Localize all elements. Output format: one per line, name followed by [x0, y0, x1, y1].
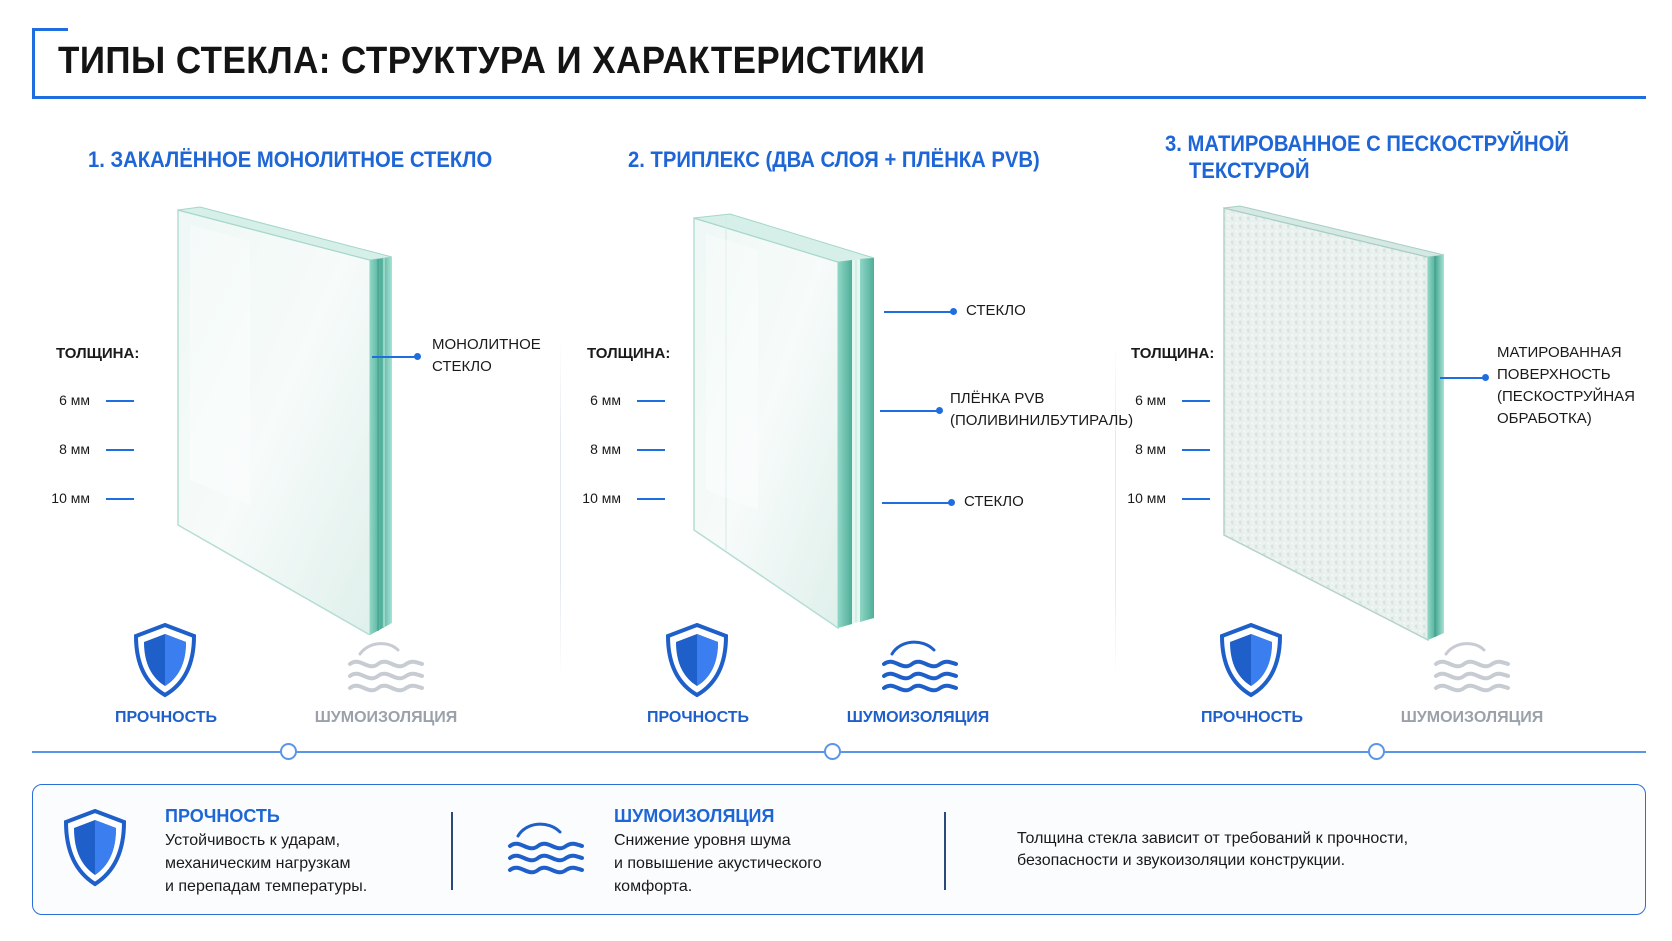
info-strength-title: ПРОЧНОСТЬ — [165, 806, 280, 826]
section-title-tempered: 1. ЗАКАЛЁННОЕ МОНОЛИТНОЕ СТЕКЛО — [88, 147, 493, 172]
frosted-glass-pane — [1218, 205, 1458, 645]
callout-line — [882, 502, 952, 504]
callout-dot — [948, 499, 955, 506]
info-divider — [944, 812, 946, 890]
timeline-node — [824, 743, 841, 760]
feature-strength-label: ПРОЧНОСТЬ — [646, 709, 750, 726]
section-title-triplex: 2. ТРИПЛЕКС (ДВА СЛОЯ + ПЛЁНКА PVB) — [628, 147, 1040, 172]
shield-icon — [1218, 622, 1284, 698]
thickness-6mm: 6 мм — [590, 392, 621, 408]
callout-line — [880, 410, 940, 412]
info-sound-text: Снижение уровня шума и повышение акустического комфорта. — [614, 832, 822, 895]
feature-strength-label: ПРОЧНОСТЬ — [1200, 709, 1304, 726]
thickness-8mm: 8 мм — [590, 441, 621, 457]
tempered-glass-pane — [170, 205, 400, 635]
callout-glass-top: СТЕКЛО — [966, 302, 1026, 319]
info-sound-title: ШУМОИЗОЛЯЦИЯ — [614, 806, 775, 826]
info-strength-text: Устойчивость к ударам, механическим нагрузкам и перепадам температуры. — [165, 832, 368, 895]
callout-dot — [936, 407, 943, 414]
thickness-10mm: 10 мм — [582, 490, 621, 506]
section-title-frosted-line1: 3. МАТИРОВАННОЕ С ПЕСКОСТРУЙНОЙ — [1165, 131, 1569, 156]
thickness-tick — [106, 498, 134, 500]
thickness-label: ТОЛЩИНА: — [587, 345, 671, 362]
column-divider — [560, 340, 561, 680]
thickness-tick — [1182, 400, 1210, 402]
callout-line — [372, 356, 418, 358]
callout-line — [1440, 377, 1486, 379]
thickness-10mm: 10 мм — [51, 490, 90, 506]
thickness-tick — [106, 400, 134, 402]
feature-sound-label: ШУМОИЗОЛЯЦИЯ — [1400, 709, 1544, 726]
feature-sound-label: ШУМОИЗОЛЯЦИЯ — [314, 709, 458, 726]
timeline-node — [1368, 743, 1385, 760]
thickness-tick — [637, 449, 665, 451]
thickness-label: ТОЛЩИНА: — [56, 345, 140, 362]
sound-waves-icon — [1432, 638, 1512, 700]
shield-icon — [664, 622, 730, 698]
info-note-text: Толщина стекла зависит от требований к прочности, безопасности и звукоизоляции конструкции. — [1017, 830, 1409, 869]
shield-icon — [132, 622, 198, 698]
callout-line — [884, 311, 954, 313]
thickness-tick — [637, 400, 665, 402]
thickness-8mm: 8 мм — [59, 441, 90, 457]
thickness-tick — [1182, 498, 1210, 500]
sound-waves-icon — [506, 818, 586, 882]
thickness-6mm: 6 мм — [59, 392, 90, 408]
callout-dot — [414, 353, 421, 360]
thickness-6mm: 6 мм — [1135, 392, 1166, 408]
callout-dot — [950, 308, 957, 315]
thickness-tick — [1182, 449, 1210, 451]
callout-monolithic: МОНОЛИТНОЕ СТЕКЛО — [432, 336, 541, 375]
thickness-tick — [106, 449, 134, 451]
timeline-node — [280, 743, 297, 760]
page-title: ТИПЫ СТЕКЛА: СТРУКТУРА И ХАРАКТЕРИСТИКИ — [58, 40, 926, 82]
feature-strength-label: ПРОЧНОСТЬ — [114, 709, 218, 726]
callout-dot — [1482, 374, 1489, 381]
thickness-8mm: 8 мм — [1135, 441, 1166, 457]
header-underline — [32, 96, 1646, 99]
triplex-glass-pane — [688, 210, 908, 640]
callout-pvb-film: ПЛЁНКА PVB (ПОЛИВИНИЛБУТИРАЛЬ) — [950, 390, 1134, 429]
sound-waves-icon — [880, 636, 960, 700]
info-divider — [451, 812, 453, 890]
callout-glass-bottom: СТЕКЛО — [964, 493, 1024, 510]
section-title-frosted-line2: ТЕКСТУРОЙ — [1189, 158, 1310, 183]
sound-waves-icon — [346, 638, 426, 700]
shield-icon — [62, 808, 128, 888]
thickness-tick — [637, 498, 665, 500]
feature-sound-label: ШУМОИЗОЛЯЦИЯ — [846, 709, 990, 726]
thickness-10mm: 10 мм — [1127, 490, 1166, 506]
callout-frosted-surface: МАТИРОВАННАЯ ПОВЕРХНОСТЬ (ПЕСКОСТРУЙНАЯ ОБРАБОТКА) — [1497, 344, 1636, 427]
thickness-label: ТОЛЩИНА: — [1131, 345, 1215, 362]
